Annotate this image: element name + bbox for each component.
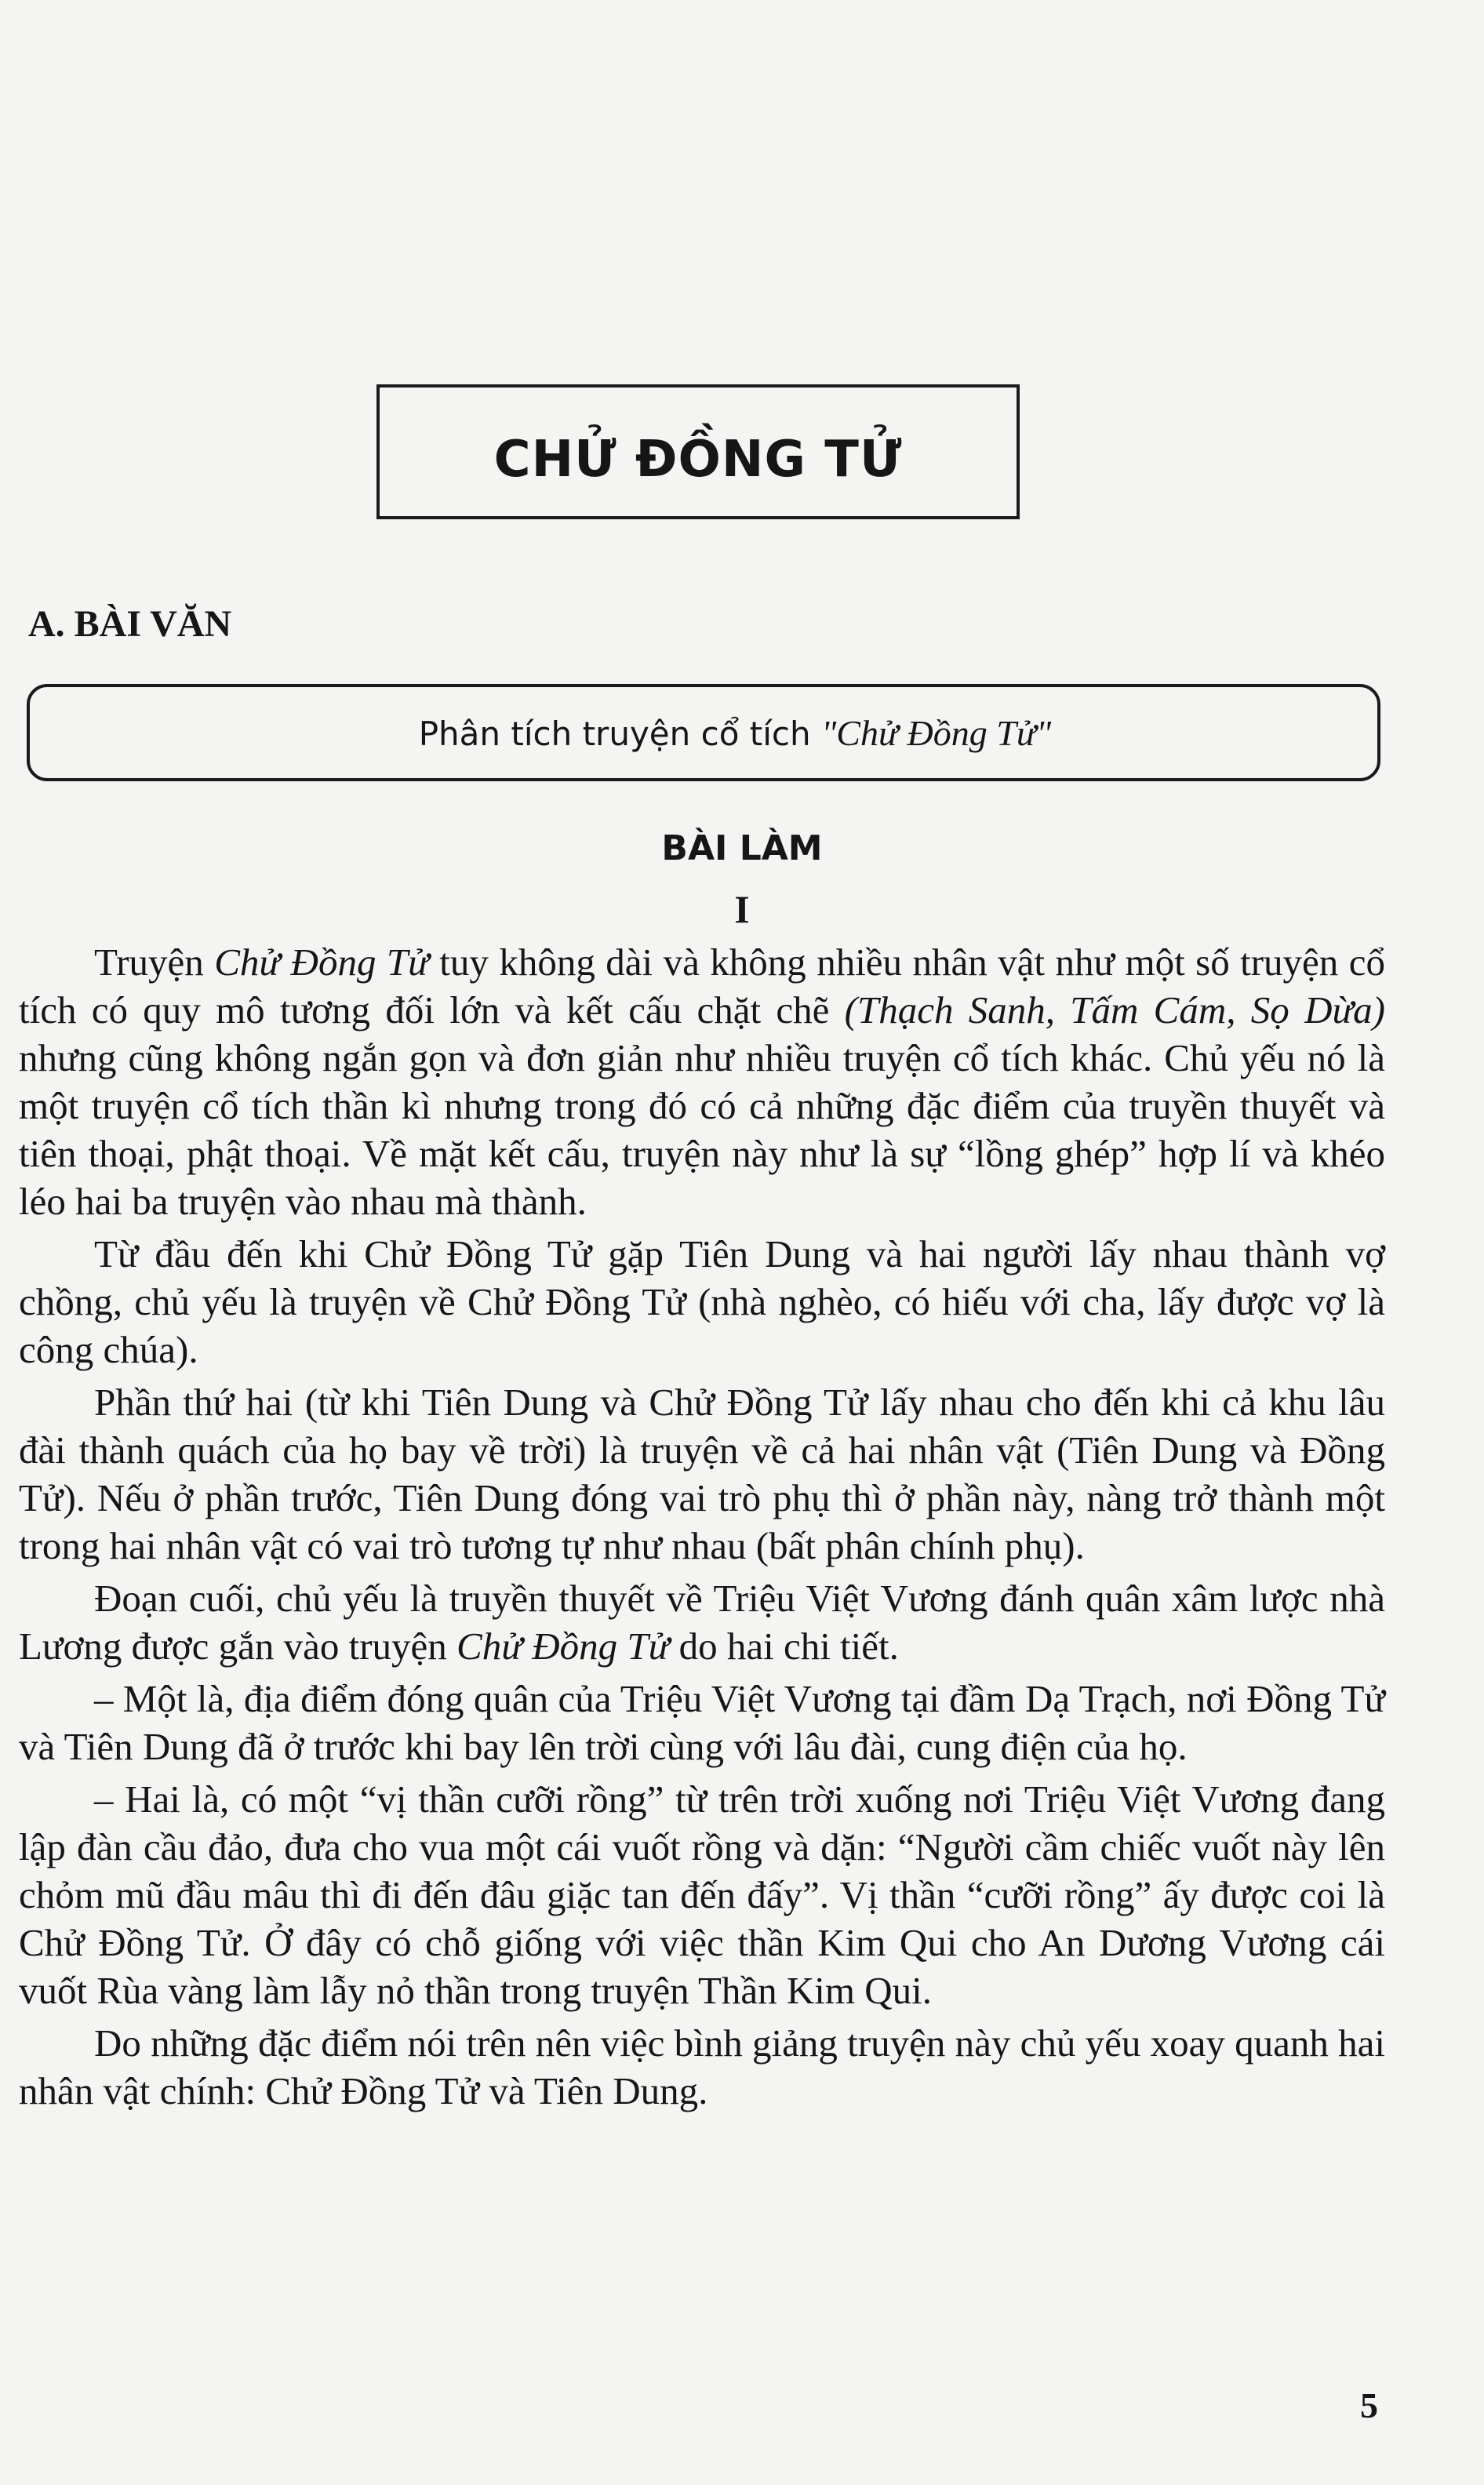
title-box [376, 384, 1020, 519]
paragraph-5: – Một là, địa điểm đóng quân của Triệu Việt Vương tại đầm Dạ Trạch, nơi Đồng Tử và Tiên Dung đã ở trước khi bay lên trời cùng với lâu đài, cung điện của họ. [19, 1677, 1385, 1768]
section-heading: A. BÀI VĂN [28, 603, 232, 645]
task-story-title: "Chử Đồng Tử" [820, 712, 1052, 753]
paragraph-3: Phần thứ hai (từ khi Tiên Dung và Chử Đồng Tử lấy nhau cho đến khi cả khu lâu đài thành quách của họ bay về trời) là truyện về cả hai nhân vật (Tiên Dung và Đồng Tử). Nếu ở phần trước, Tiên Dung đóng vai trò phụ thì ở phần này, nàng trở thành một trong hai nhân vật có vai trò tương tự như nhau (bất phân chính phụ). [19, 1381, 1385, 1567]
p1-example-titles: (Thạch Sanh, Tấm Cám, Sọ Dừa) [844, 988, 1385, 1031]
answer-heading: BÀI LÀM [661, 828, 823, 868]
paragraph-4 [19, 1574, 1385, 1670]
p4-text-a: Đoạn cuối, chủ yếu là truyền thuyết về Triệu Việt Vương đánh quân xâm lược nhà Lương được gắn vào truyện [19, 1577, 1385, 1668]
page-title: CHỬ ĐỒNG TỬ [493, 431, 903, 489]
page-number: 5 [1360, 2385, 1378, 2425]
paragraph-2: Từ đầu đến khi Chử Đồng Tử gặp Tiên Dung và hai người lấy nhau thành vợ chồng, chủ yếu là truyện về Chử Đồng Tử (nhà nghèo, có hiếu với cha, lấy được vợ là công chúa). [19, 1232, 1385, 1371]
p1-story-title: Chử Đồng Tử [214, 941, 429, 984]
part-numeral: I [734, 887, 750, 931]
p1-text-c: tuy không dài và không nhiều nhân vật như một số truyện cổ tích có quy mô tương đối lớn và kết cấu chặt chẽ [19, 941, 1385, 1031]
essay-body [19, 938, 1385, 2119]
task-prefix: Phân tích truyện cổ tích [418, 714, 821, 753]
task-box [27, 684, 1380, 781]
paragraph-7: Do những đặc điểm nói trên nên việc bình giảng truyện này chủ yếu xoay quanh hai nhân vật chính: Chử Đồng Tử và Tiên Dung. [19, 2021, 1385, 2112]
task-prompt [419, 712, 1052, 754]
paragraph-1 [19, 938, 1385, 1225]
p4-text-c: do hai chi tiết. [669, 1625, 899, 1668]
p1-text-e: nhưng cũng không ngắn gọn và đơn giản như nhiều truyện cổ tích khác. Chủ yếu nó là một truyện cổ tích thần kì nhưng trong đó có cả những đặc điểm của truyền thuyết và tiên thoại, phật thoại. Về mặt kết cấu, truyện này như là sự “lồng ghép” hợp lí và khéo léo hai ba truyện vào nhau mà thành. [19, 1036, 1385, 1223]
paragraph-6: – Hai là, có một “vị thần cưỡi rồng” từ trên trời xuống nơi Triệu Việt Vương đang lập đàn cầu đảo, đưa cho vua một cái vuốt rồng và dặn: “Người cầm chiếc vuốt này lên chỏm mũ đầu mâu thì đi đến đâu giặc tan đến đấy”. Vị thần “cưỡi rồng” ấy được coi là Chử Đồng Tử. Ở đây có chỗ giống với việc thần Kim Qui cho An Dương Vương cái vuốt Rùa vàng làm lẫy nỏ thần trong truyện Thần Kim Qui. [19, 1777, 1385, 2012]
p1-text-a: Truyện [94, 941, 215, 984]
p4-story-title: Chử Đồng Tử [456, 1625, 670, 1668]
